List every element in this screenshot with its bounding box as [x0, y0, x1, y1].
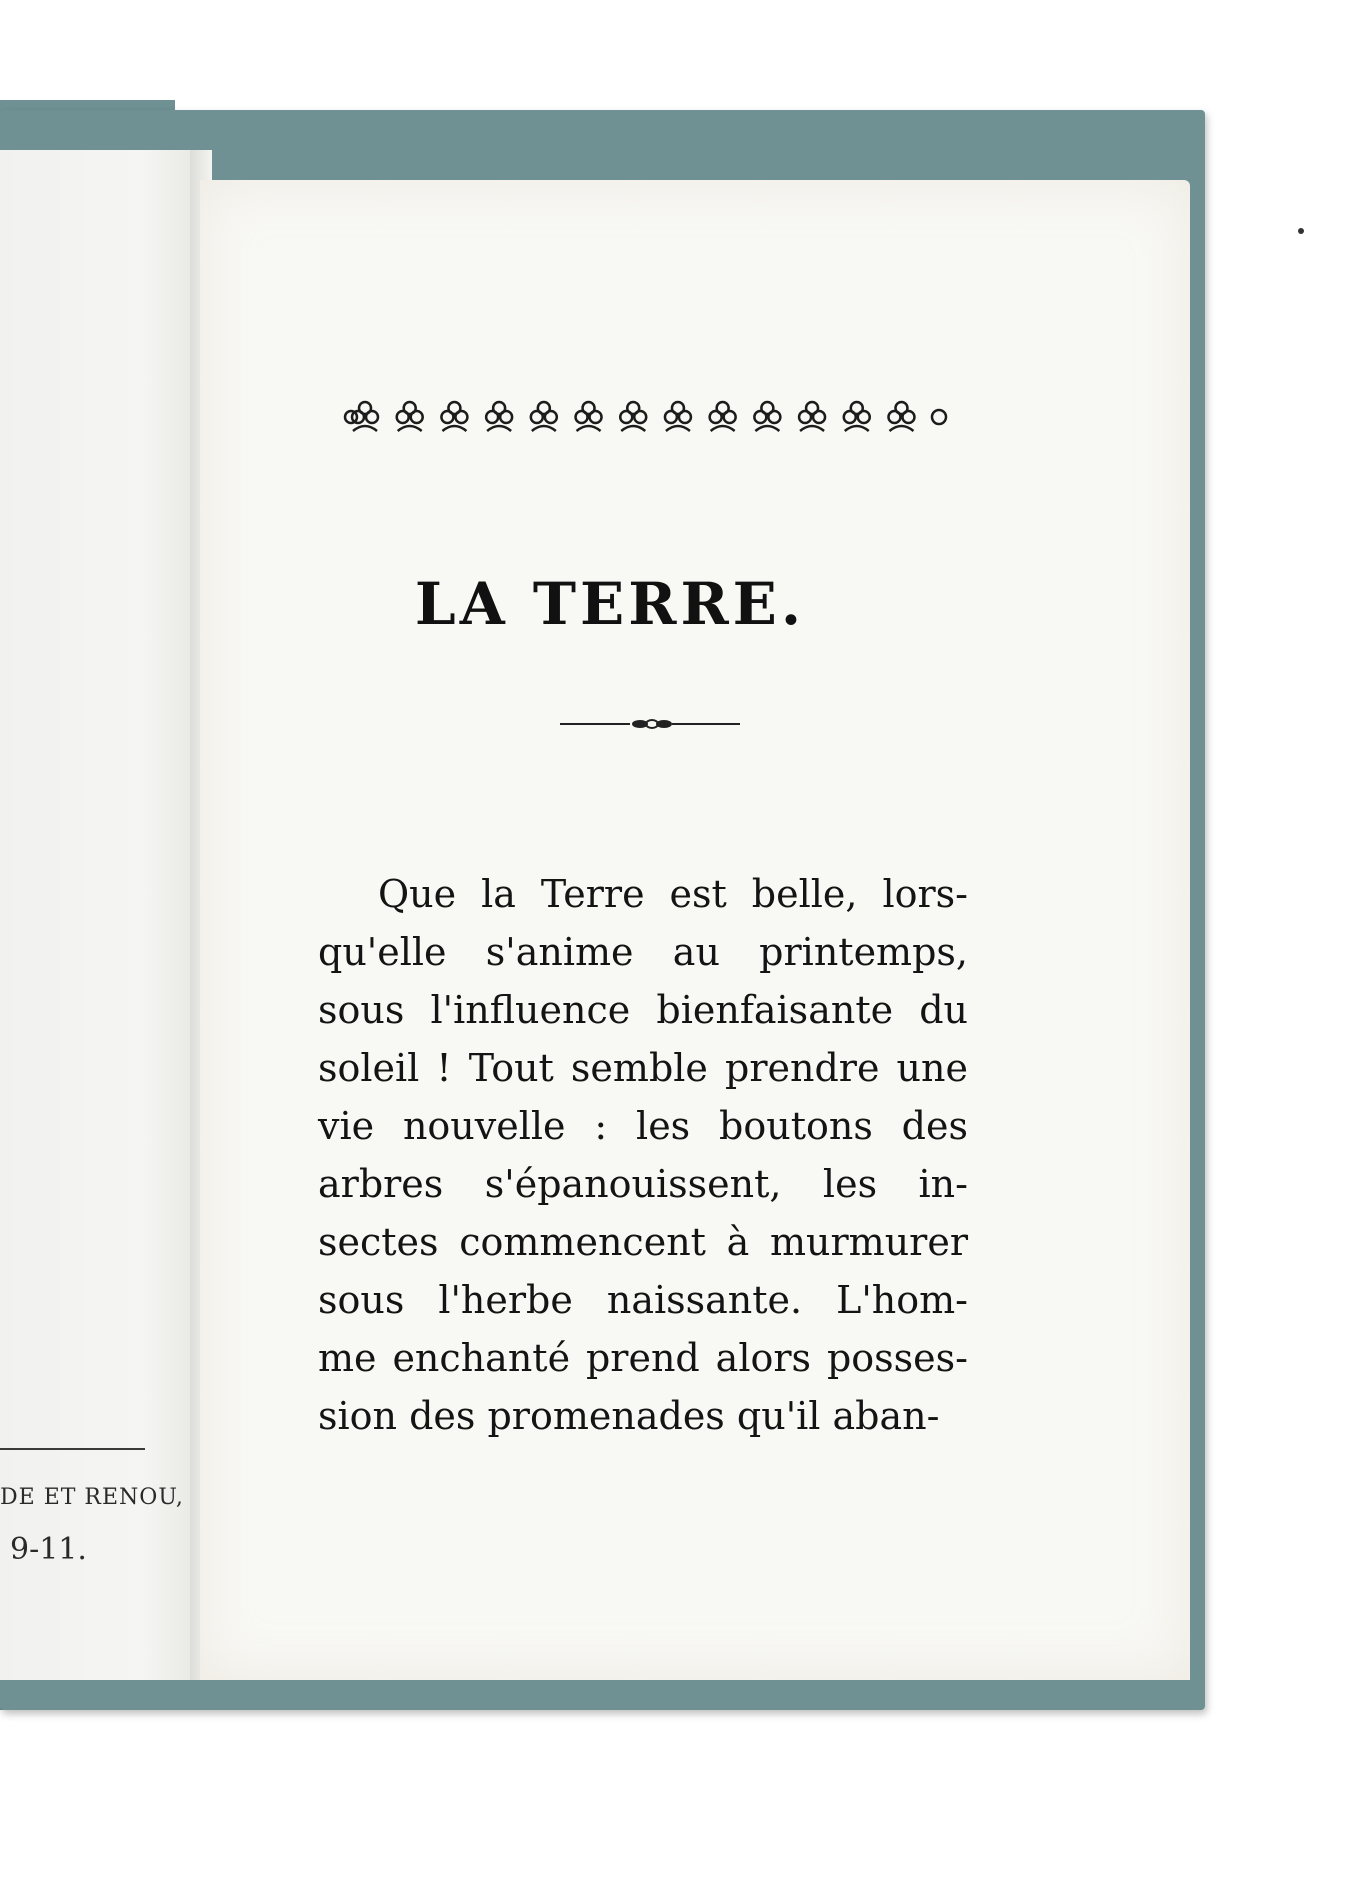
ornament-trefoil: [441, 402, 467, 431]
imprint-line-1: DE ET RENOU,: [0, 1485, 184, 1510]
text-line: Que la Terre est belle, lors-: [378, 872, 968, 916]
text-line: sion des promenades qu'il aban-: [318, 1394, 940, 1438]
ornamental-border: [343, 395, 951, 440]
speck: [1298, 228, 1304, 234]
text-line: soleil ! Tout semble prendre une: [318, 1046, 968, 1090]
text-line: sectes commencent à murmurer: [318, 1220, 968, 1264]
text-line: arbres s'épanouissent, les in-: [318, 1162, 968, 1206]
text-line: sous l'influence bienfaisante du: [318, 988, 968, 1032]
ornament-trefoil: [710, 402, 736, 431]
ornament-trefoil: [754, 402, 780, 431]
text-line: sous l'herbe naissante. L'hom-: [318, 1278, 968, 1322]
ornament-trefoil: [576, 402, 602, 431]
text-line: qu'elle s'anime au printemps,: [318, 930, 968, 974]
ornament-trefoil: [620, 402, 646, 431]
ornament-trefoil: [844, 402, 870, 431]
body-paragraph: [318, 865, 968, 1445]
ornament-trefoil: [397, 402, 423, 431]
ornament-trefoil: [531, 402, 557, 431]
left-page: [0, 150, 205, 1680]
page-heading: LA TERRE.: [414, 570, 806, 638]
ornament-trefoil: [888, 402, 914, 431]
decorative-divider: [560, 712, 740, 736]
text-line: me enchanté prend alors posses-: [318, 1336, 968, 1380]
left-page-rule: [0, 1448, 145, 1450]
ornament-trefoil: [799, 402, 825, 431]
ornament-trefoil: [486, 402, 512, 431]
ornament-end-circle: [932, 410, 946, 424]
ornament-trefoil: [665, 402, 691, 431]
text-line: vie nouvelle : les boutons des: [318, 1104, 968, 1148]
imprint-line-2: 9-11.: [10, 1532, 87, 1567]
